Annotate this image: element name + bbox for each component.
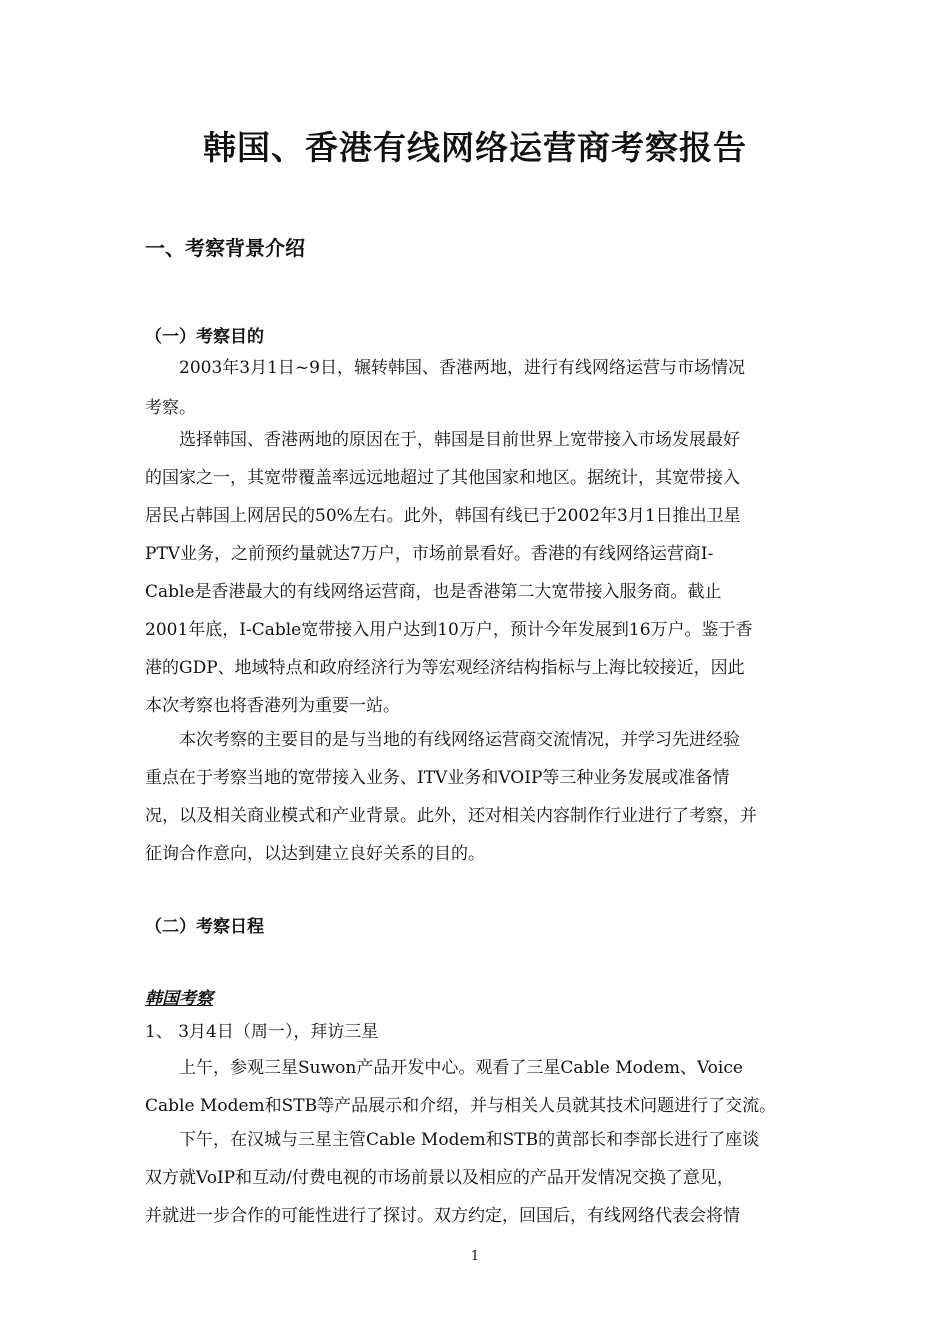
paragraph-line: 考察。 [145,398,196,418]
subsection-heading-purpose: （一）考察目的 [145,327,264,347]
paragraph-line: Cable是香港最大的有线网络运营商，也是香港第二大宽带接入服务商。截止 [145,582,722,602]
subsection-heading-schedule: （二）考察日程 [145,917,264,937]
paragraph-line: 并就进一步合作的可能性进行了探讨。双方约定，回国后，有线网络代表会将情 [145,1206,740,1226]
paragraph-line: PTV业务，之前预约量就达7万户，市场前景看好。香港的有线网络运营商I- [145,544,714,564]
paragraph-line: 港的GDP、地域特点和政府经济行为等宏观经济结构指标与上海比较接近，因此 [145,658,745,678]
schedule-item: 1、 3月4日（周一），拜访三星 [145,1022,379,1042]
paragraph-line: 上午，参观三星Suwon产品开发中心。观看了三星Cable Modem、Voice [179,1058,743,1078]
section-heading: 一、考察背景介绍 [145,236,305,260]
paragraph-line: Cable Modem和STB等产品展示和介绍，并与相关人员就其技术问题进行了交流。 [145,1096,777,1116]
paragraph-line: 居民占韩国上网居民的50%左右。此外，韩国有线已于2002年3月1日推出卫星 [145,506,741,526]
paragraph-line: 2001年底，I-Cable宽带接入用户达到10万户，预计今年发展到16万户。鉴于香 [145,620,753,640]
paragraph-line: 重点在于考察当地的宽带接入业务、ITV业务和VOIP等三种业务发展或准备情 [145,768,730,788]
paragraph-line: 2003年3月1日~9日，辗转韩国、香港两地，进行有线网络运营与市场情况 [179,358,745,378]
page-number: 1 [470,1249,480,1264]
paragraph-line: 双方就VoIP和互动/付费电视的市场前景以及相应的产品开发情况交换了意见， [145,1168,734,1188]
paragraph-line: 本次考察的主要目的是与当地的有线网络运营商交流情况，并学习先进经验 [179,730,740,750]
document-title: 韩国、香港有线网络运营商考察报告 [203,128,747,167]
paragraph-line: 征询合作意向，以达到建立良好关系的目的。 [145,844,485,864]
paragraph-line: 的国家之一，其宽带覆盖率远远地超过了其他国家和地区。据统计，其宽带接入 [145,468,740,488]
paragraph-line: 本次考察也将香港列为重要一站。 [145,696,400,716]
paragraph-line: 选择韩国、香港两地的原因在于，韩国是目前世界上宽带接入市场发展最好 [179,430,740,450]
paragraph-line: 下午，在汉城与三星主管Cable Modem和STB的黄部长和李部长进行了座谈 [179,1130,760,1150]
paragraph-line: 况，以及相关商业模式和产业背景。此外，还对相关内容制作行业进行了考察，并 [145,806,757,826]
korea-visit-heading: 韩国考察 [145,989,213,1009]
